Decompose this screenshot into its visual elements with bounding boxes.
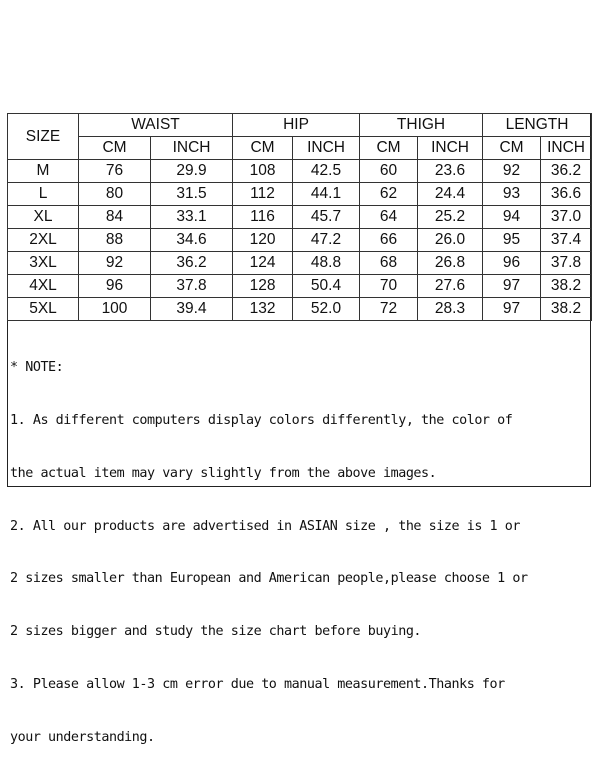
thigh-inch-cell: 26.0 xyxy=(418,229,483,252)
length-cm-cell: 95 xyxy=(483,229,541,252)
note-line: 2 sizes bigger and study the size chart before buying. xyxy=(10,624,422,640)
waist-inch-cell: 34.6 xyxy=(151,229,233,252)
table-row xyxy=(8,275,592,298)
table-row xyxy=(8,252,592,275)
unit-header-cm: CM xyxy=(360,137,418,160)
note-line: 2. All our products are advertised in ASIAN size , the size is 1 or xyxy=(10,518,520,534)
thigh-inch-cell: 27.6 xyxy=(418,275,483,298)
table-row xyxy=(8,206,592,229)
length-header: LENGTH xyxy=(483,114,592,137)
size-cell: M xyxy=(8,160,79,183)
thigh-inch-cell: 28.3 xyxy=(418,298,483,321)
thigh-inch-cell: 23.6 xyxy=(418,160,483,183)
unit-header-inch: INCH xyxy=(151,137,233,160)
size-chart-sheet xyxy=(7,113,591,745)
unit-header-cm: CM xyxy=(483,137,541,160)
unit-header-inch: INCH xyxy=(293,137,360,160)
hip-inch-cell: 52.0 xyxy=(293,298,360,321)
length-inch-cell: 37.8 xyxy=(541,252,592,275)
waist-inch-cell: 29.9 xyxy=(151,160,233,183)
length-inch-cell: 36.2 xyxy=(541,160,592,183)
thigh-cm-cell: 62 xyxy=(360,183,418,206)
table-row xyxy=(8,229,592,252)
hip-header: HIP xyxy=(233,114,360,137)
hip-inch-cell: 47.2 xyxy=(293,229,360,252)
hip-inch-cell: 48.8 xyxy=(293,252,360,275)
unit-header-inch: INCH xyxy=(418,137,483,160)
size-table xyxy=(7,113,592,321)
waist-cm-cell: 100 xyxy=(79,298,151,321)
waist-inch-cell: 33.1 xyxy=(151,206,233,229)
length-inch-cell: 37.4 xyxy=(541,229,592,252)
size-table-body xyxy=(8,160,592,321)
size-header: SIZE xyxy=(8,114,79,160)
waist-cm-cell: 92 xyxy=(79,252,151,275)
length-cm-cell: 97 xyxy=(483,275,541,298)
table-row xyxy=(8,298,592,321)
note-line: 1. As different computers display colors differently, the color of xyxy=(10,412,513,428)
unit-header-cm: CM xyxy=(233,137,293,160)
table-row xyxy=(8,160,592,183)
waist-inch-cell: 36.2 xyxy=(151,252,233,275)
note-line: 2 sizes smaller than European and American people,please choose 1 or xyxy=(10,571,528,587)
hip-cm-cell: 128 xyxy=(233,275,293,298)
waist-inch-cell: 37.8 xyxy=(151,275,233,298)
length-inch-cell: 36.6 xyxy=(541,183,592,206)
waist-cm-cell: 96 xyxy=(79,275,151,298)
size-cell: XL xyxy=(8,206,79,229)
size-cell: 2XL xyxy=(8,229,79,252)
size-cell: 5XL xyxy=(8,298,79,321)
thigh-cm-cell: 68 xyxy=(360,252,418,275)
table-row xyxy=(8,183,592,206)
waist-cm-cell: 80 xyxy=(79,183,151,206)
note-line: the actual item may vary slightly from the above images. xyxy=(10,465,437,481)
note-line: your understanding. xyxy=(10,729,155,745)
hip-cm-cell: 120 xyxy=(233,229,293,252)
size-cell: 3XL xyxy=(8,252,79,275)
length-inch-cell: 38.2 xyxy=(541,275,592,298)
length-cm-cell: 92 xyxy=(483,160,541,183)
thigh-header: THIGH xyxy=(360,114,483,137)
thigh-cm-cell: 64 xyxy=(360,206,418,229)
waist-inch-cell: 31.5 xyxy=(151,183,233,206)
hip-cm-cell: 112 xyxy=(233,183,293,206)
thigh-cm-cell: 66 xyxy=(360,229,418,252)
unit-header-cm: CM xyxy=(79,137,151,160)
waist-cm-cell: 88 xyxy=(79,229,151,252)
length-cm-cell: 94 xyxy=(483,206,541,229)
length-cm-cell: 93 xyxy=(483,183,541,206)
hip-cm-cell: 108 xyxy=(233,160,293,183)
thigh-cm-cell: 70 xyxy=(360,275,418,298)
size-cell: 4XL xyxy=(8,275,79,298)
waist-cm-cell: 76 xyxy=(79,160,151,183)
hip-cm-cell: 132 xyxy=(233,298,293,321)
length-inch-cell: 37.0 xyxy=(541,206,592,229)
hip-inch-cell: 44.1 xyxy=(293,183,360,206)
unit-header-row xyxy=(8,137,592,160)
size-cell: L xyxy=(8,183,79,206)
length-inch-cell: 38.2 xyxy=(541,298,592,321)
notes-heading: * NOTE: xyxy=(10,360,64,376)
thigh-cm-cell: 72 xyxy=(360,298,418,321)
note-line: 3. Please allow 1-3 cm error due to manual measurement.Thanks for xyxy=(10,676,505,692)
thigh-inch-cell: 26.8 xyxy=(418,252,483,275)
notes-block xyxy=(8,321,590,781)
thigh-cm-cell: 60 xyxy=(360,160,418,183)
unit-header-inch: INCH xyxy=(541,137,592,160)
hip-inch-cell: 50.4 xyxy=(293,275,360,298)
waist-inch-cell: 39.4 xyxy=(151,298,233,321)
group-header-row xyxy=(8,114,592,137)
hip-inch-cell: 42.5 xyxy=(293,160,360,183)
thigh-inch-cell: 24.4 xyxy=(418,183,483,206)
thigh-inch-cell: 25.2 xyxy=(418,206,483,229)
hip-cm-cell: 124 xyxy=(233,252,293,275)
waist-header: WAIST xyxy=(79,114,233,137)
hip-inch-cell: 45.7 xyxy=(293,206,360,229)
hip-cm-cell: 116 xyxy=(233,206,293,229)
length-cm-cell: 96 xyxy=(483,252,541,275)
waist-cm-cell: 84 xyxy=(79,206,151,229)
length-cm-cell: 97 xyxy=(483,298,541,321)
